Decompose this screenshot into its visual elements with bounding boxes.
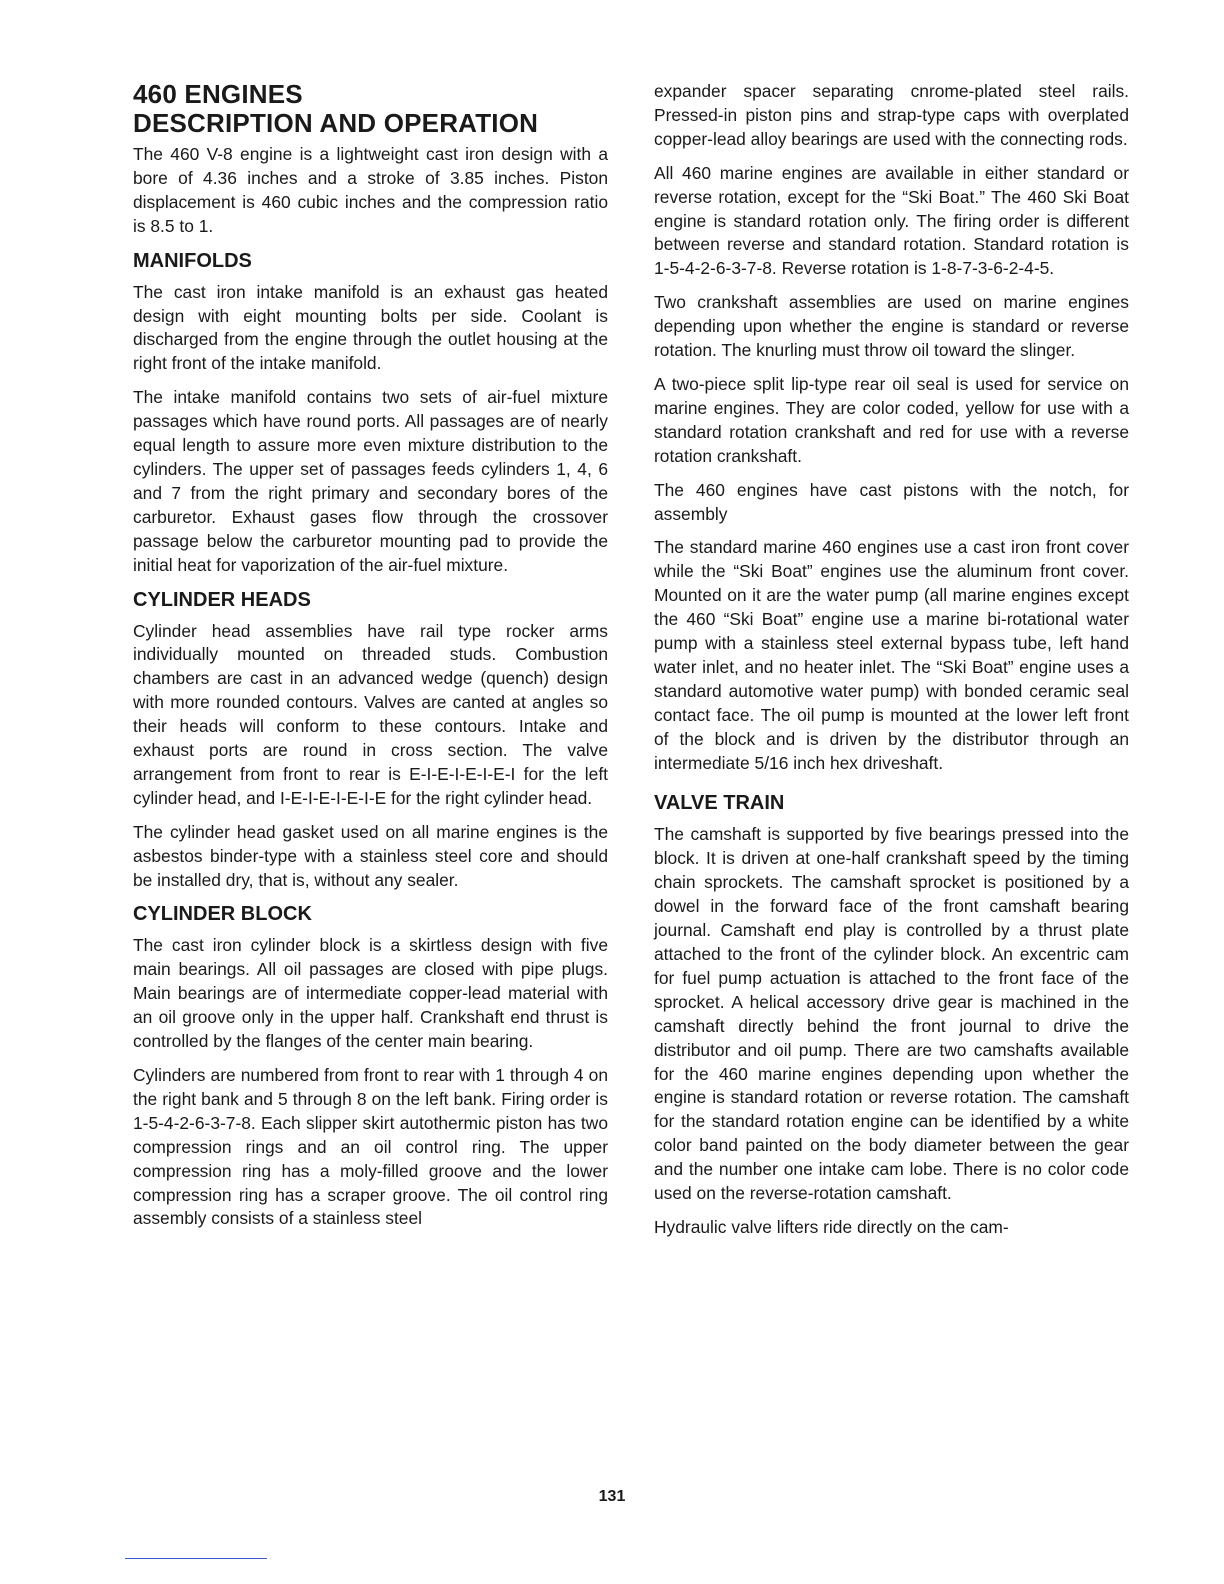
cylinder-heads-heading: CYLINDER HEADS (133, 588, 311, 611)
title-line-1: 460 ENGINES (133, 79, 303, 109)
left-column (133, 80, 608, 1241)
manifolds-heading: MANIFOLDS (133, 249, 252, 272)
cylinder-heads-paragraph-1: Cylinder head assemblies have rail type rocker arms individually mounted on threaded studs. Combustion chambers are cast in an advanced wedge (quench) design with more rounded contours. Valves are canted at angles so their heads will conform to these contours. Intake and exhaust ports are round in cross section. The valve arrangement from front to rear is E-I-E-I-E-I-E-I for the left cylinder head, and I-E-I-E-I-E-I-E for the right cylinder head. (133, 620, 608, 808)
rotation-paragraph: All 460 marine engines are available in either standard or reverse rotation, except for the “Ski Boat.” The 460 Ski Boat engine is standard rotation only. The firing order is different between reverse and standard rotation. Standard rotation is 1-5-4-2-6-3-7-8. Reverse rotation is 1-8-7-3-6-2-4-5. (654, 162, 1129, 279)
pistons-paragraph: The 460 engines have cast pistons with the notch, for assembly (654, 479, 1129, 524)
page-title (133, 80, 608, 138)
cylinder-heads-paragraph-2: The cylinder head gasket used on all marine engines is the asbestos binder-type with a stainless steel core and should be installed dry, that is, without any sealer. (133, 821, 608, 890)
front-cover-paragraph: The standard marine 460 engines use a cast iron front cover while the “Ski Boat” engines use the aluminum front cover. Mounted on it are the water pump (all marine engines except the 460 “Ski Boat” engine use a marine bi-rotational water pump with a stainless steel external bypass tube, left hand water inlet, and no heater inlet. The “Ski Boat” engine uses a standard automotive water pump) with bonded ceramic seal contact face. The oil pump is mounted at the lower left front of the block and is driven by the distributor through an intermediate 5/16 inch hex driveshaft. (654, 537, 1129, 773)
title-line-2: DESCRIPTION AND OPERATION (133, 108, 539, 138)
right-column (654, 80, 1129, 1250)
manifolds-paragraph-1: The cast iron intake manifold is an exhaust gas heated design with eight mounting bolts per side. Coolant is discharged from the engine through the outlet housing at the right front of the intake manifold. (133, 281, 608, 374)
oil-seal-paragraph: A two-piece split lip-type rear oil seal is used for service on marine engines. They are color coded, yellow for use with a standard rotation crankshaft and red for use with a reverse rotation crankshaft. (654, 373, 1129, 466)
cylinder-block-paragraph-1: The cast iron cylinder block is a skirtless design with five main bearings. All oil passages are closed with pipe plugs. Main bearings are of intermediate copper-lead material with an oil groove only in the upper half. Crankshaft end thrust is controlled by the flanges of the center main bearing. (133, 935, 608, 1052)
piston-rings-continued-paragraph: expander spacer separating cnrome-plated steel rails. Pressed-in piston pins and strap-type caps with overplated copper-lead alloy bearings are used with the connecting rods. (654, 81, 1129, 149)
valve-train-heading: VALVE TRAIN (654, 792, 785, 815)
cylinder-block-heading: CYLINDER BLOCK (133, 903, 312, 926)
footnote-rule (125, 1558, 267, 1559)
crankshaft-paragraph: Two crankshaft assemblies are used on marine engines depending upon whether the engine is standard or reverse rotation. The knurling must throw oil toward the slinger. (654, 292, 1129, 361)
intro-paragraph: The 460 V-8 engine is a lightweight cast iron design with a bore of 4.36 inches and a stroke of 3.85 inches. Piston displacement is 460 cubic inches and the compression ratio is 8.5 to 1. (133, 144, 608, 236)
cylinder-block-paragraph-2: Cylinders are numbered from front to rear with 1 through 4 on the right bank and 5 through 8 on the left bank. Firing order is 1-5-4-2-6-3-7-8. Each slipper skirt autothermic piston has two compression rings and an oil control ring. The upper compression ring has a moly-filled groove and the lower compression ring has a scraper groove. The oil control ring assembly consists of a stainless steel (133, 1065, 608, 1229)
valve-train-paragraph-2: Hydraulic valve lifters ride directly on the cam- (654, 1216, 1009, 1237)
page-number: 131 (598, 1488, 626, 1505)
valve-train-paragraph-1: The camshaft is supported by five bearings pressed into the block. It is driven at one-half crankshaft speed by the timing chain sprockets. The camshaft sprocket is positioned by a dowel in the forward face of the front camshaft bearing journal. Camshaft end play is controlled by a thrust plate attached to the front of the cylinder block. An excentric cam for fuel pump actuation is attached to the front face of the sprocket. A helical accessory drive gear is machined in the camshaft directly behind the front journal to drive the distributor and oil pump. There are two camshafts available for the 460 marine engines depending upon whether the engine is standard rotation or reverse rotation. The camshaft for the standard rotation engine can be identified by a white color band painted on the body diameter between the gear and the number one intake cam lobe. There is no color code used on the reverse-rotation camshaft. (654, 824, 1129, 1204)
manifolds-paragraph-2: The intake manifold contains two sets of air-fuel mixture passages which have round ports. All passages are of nearly equal length to assure more even mixture distribution to the cylinders. The upper set of passages feeds cylinders 1, 4, 6 and 7 from the right primary and secondary bores of the carburetor. Exhaust gases flow through the crossover passage below the carburetor mounting pad to provide the initial heat for vaporization of the air-fuel mixture. (133, 387, 608, 575)
